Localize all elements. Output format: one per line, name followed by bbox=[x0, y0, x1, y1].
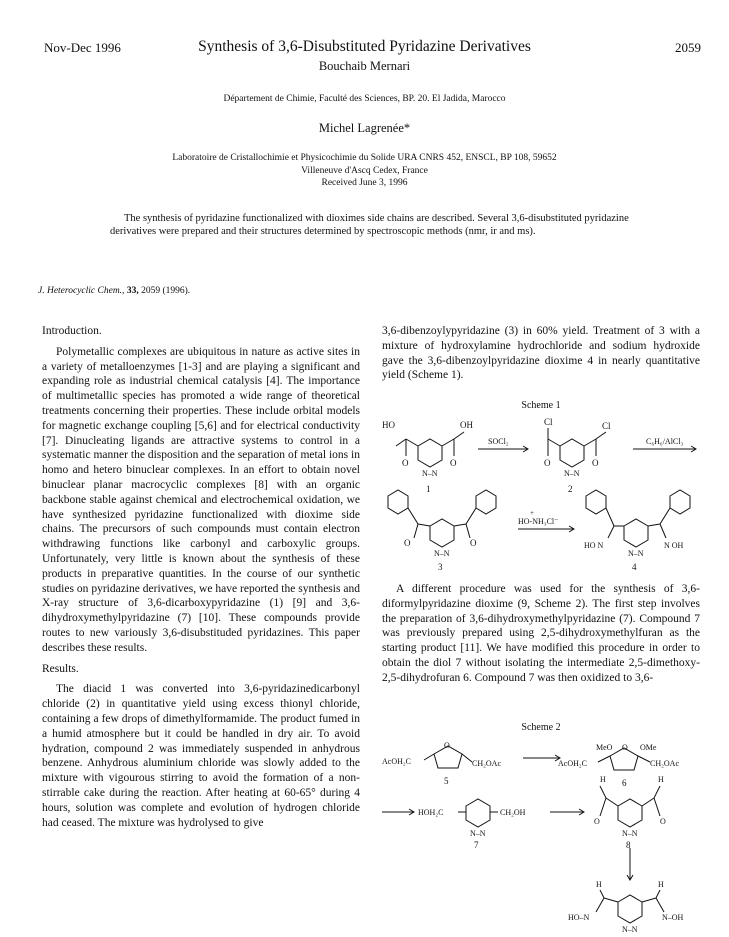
received-date: Received June 3, 1996 bbox=[321, 178, 408, 188]
right-paragraph-2: A different procedure was used for the synthesis of 3,6-diformylpyridazine dioxime (9, Scheme 2). The first step involves the preparation of 3,6-dihydroxymethylpyridazine (7). Compound 7 was previously prepared using 2,5-dihydroxymethylfuran as the starting product [11]. We have modified this procedure in order to obtain the diol 7 without isolating the intermediate 2,5-dimethoxy-2,5-dihydrofuran 6. Compound 7 was then oxidized to 3,6- bbox=[382, 583, 700, 684]
scheme2-nn-9: N–N bbox=[622, 925, 638, 934]
compound-5-number: 5 bbox=[444, 776, 449, 786]
introduction-paragraph: Polymetallic complexes are ubiquitous in nature as active sites in a variety of metalloenzymes [1-3] and are playing a significant and expanding role as industrial chemical catalysis [4]. The importance of multimetallic species has promoted a wide range of theoretical treatments concerning their properties. These include orbital models for magnetic exchange coupling [5,6] and for electrical conductivity [7]. Dinucleating ligands are attractive systems to control in a systematic manner the disposition and the separation of metal ions in homo and hetero binuclear complexes. In an effort to obtain novel binuclear planar macrocyclic complexes [8] with an organic backbone stable against chemical and electrochemical oxidation, we have synthesized pyridazine functionalized with dioxime side chains. The precursors of such compounds must contain electron withdrawing functions like carbonyl and carboxylic groups. Unfortunately, very little is known about the synthesis of these products in preparative quantities. In the course of our synthetic studies on pyridazine derivatives, we have reported the synthesis and X-ray structure of 3,6-dicarboxypyridazine (1) [9] and 3,6-dihydroxymethylpyridazine (7) [10]. These compounds provide routes to new variously 3,6-disubstituded pyridazines. This paper describes these results. bbox=[42, 345, 360, 654]
scheme1-nn-3: N–N bbox=[434, 549, 450, 558]
scheme1-o-3r: O bbox=[470, 538, 477, 548]
scheme2-ho-n: HO–N bbox=[568, 913, 590, 922]
results-paragraph: The diacid 1 was converted into 3,6-pyridazinedicarbonyl chloride (2) in quantitative yield using excess thionyl chloride, containing a few drops of dimethylformamide. The product fumed in a humid atmosphere but it could be handled in dry air. To avoid hydration, compound 2 was immediately suspended in anhydrous benzene. Anhydrous aluminium chloride was slowly added to the mixture with vigourous stirring to avoid the formation of a non-stirrable cake during the reaction. After heating at 60-65° during 4 hours, solution was complete and evolution of hydrogen chloride had ceased. The mixture was hydrolysed to give bbox=[42, 683, 360, 829]
scheme2-nn-8: N–N bbox=[622, 829, 638, 838]
scheme2-h-9l: H bbox=[596, 880, 602, 889]
scheme1-o-left: O bbox=[402, 458, 409, 468]
scheme2-ome: OMe bbox=[640, 743, 657, 752]
scheme1-nn-4: N–N bbox=[628, 549, 644, 558]
scheme1-o-right: O bbox=[450, 458, 457, 468]
scheme2-o-8l: O bbox=[594, 817, 600, 826]
reagent-socl2: SOCl₂ bbox=[488, 437, 509, 446]
citation-pages: 2059 (1996). bbox=[141, 286, 191, 296]
affiliation-1: Département de Chimie, Faculté des Sciences, BP. 20. El Jadida, Marocco bbox=[223, 94, 506, 104]
scheme2-o-6: O bbox=[622, 743, 628, 752]
right-column-top bbox=[382, 324, 700, 383]
scheme2-nn-7: N–N bbox=[470, 829, 486, 838]
scheme2-ch2oac-5: CH₂OAc bbox=[472, 759, 502, 768]
scheme-1-diagram bbox=[378, 414, 708, 574]
citation-journal: J. Heterocyclic Chem., bbox=[38, 286, 125, 296]
introduction-heading: Introduction. bbox=[42, 325, 102, 337]
reagent-hydroxylamine: HO-NH₃Cl⁻ bbox=[518, 517, 559, 526]
right-paragraph-1: 3,6-dibenzoylypyridazine (3) in 60% yield. Treatment of 3 with a mixture of hydroxylamine hydrochloride and sodium hydroxide gave the 3,6-dibenzoylpyridazine dioxime 4 in nearly quantitative yield (Scheme 1). bbox=[382, 325, 700, 382]
page-number: 2059 bbox=[675, 40, 701, 55]
scheme1-ho: HO bbox=[382, 420, 395, 430]
scheme1-o-3l: O bbox=[404, 538, 411, 548]
scheme2-h-8l: H bbox=[600, 775, 606, 784]
scheme1-cl-left: Cl bbox=[544, 417, 553, 427]
scheme1-cl-right: Cl bbox=[602, 421, 611, 431]
scheme-2-label: Scheme 2 bbox=[521, 722, 561, 733]
scheme2-meo: MeO bbox=[596, 743, 613, 752]
journal-issue: Nov-Dec 1996 bbox=[44, 40, 121, 55]
results-heading: Results. bbox=[42, 662, 79, 675]
scheme1-ho-n: HO N bbox=[584, 541, 604, 550]
author-1: Bouchaib Mernari bbox=[318, 59, 411, 73]
right-column-middle bbox=[382, 582, 700, 686]
reagent-charge: + bbox=[530, 509, 534, 517]
author-2: Michel Lagrenée* bbox=[318, 121, 411, 135]
affiliation-2-line-1: Laboratoire de Cristallochimie et Physicochimie du Solide URA CNRS 452, ENSCL, BP 108, 59652 bbox=[172, 153, 557, 163]
citation bbox=[38, 286, 190, 296]
scheme2-n-oh: N–OH bbox=[662, 913, 684, 922]
compound-4-number: 4 bbox=[632, 562, 637, 572]
citation-volume: 33, bbox=[126, 286, 139, 296]
scheme2-ch2oh: CH₂OH bbox=[500, 808, 526, 817]
affiliation-2 bbox=[0, 152, 729, 190]
scheme1-nn-1: N–N bbox=[422, 469, 438, 478]
scheme1-o-2l: O bbox=[544, 458, 551, 468]
compound-8-number: 8 bbox=[626, 840, 631, 850]
scheme2-hoh2c: HOH₂C bbox=[418, 808, 444, 817]
scheme-2-diagram bbox=[378, 736, 708, 936]
affiliation-2-line-2: Villeneuve d'Ascq Cedex, France bbox=[301, 165, 428, 176]
scheme1-oh: OH bbox=[460, 420, 473, 430]
reagent-benzene: C₆H₆/AlCl₃ bbox=[646, 437, 684, 446]
left-column bbox=[42, 324, 360, 830]
scheme2-acoh2c-6: AcOH₂C bbox=[558, 759, 588, 768]
scheme1-n-oh: N OH bbox=[664, 541, 684, 550]
scheme2-h-9r: H bbox=[658, 880, 664, 889]
compound-3-number: 3 bbox=[438, 562, 443, 572]
scheme2-acoh2c-5: AcOH₂C bbox=[382, 757, 412, 766]
scheme1-o-2r: O bbox=[592, 458, 599, 468]
compound-2-number: 2 bbox=[568, 484, 573, 494]
scheme2-ch2oac-6: CH₂OAc bbox=[650, 759, 680, 768]
scheme2-o-8r: O bbox=[660, 817, 666, 826]
abstract: The synthesis of pyridazine functionalized with dioximes side chains are described. Several 3,6-disubstituted pyridazine derivatives were prepared and their structures determined by spectroscopic methods (nmr, ir and ms). bbox=[110, 213, 629, 237]
paper-title: Synthesis of 3,6-Disubstituted Pyridazine Derivatives bbox=[198, 38, 531, 55]
scheme1-nn-2: N–N bbox=[564, 469, 580, 478]
scheme-1-label: Scheme 1 bbox=[521, 400, 561, 411]
compound-1-number: 1 bbox=[426, 484, 431, 494]
compound-6-number: 6 bbox=[622, 778, 627, 788]
scheme2-h-8r: H bbox=[658, 775, 664, 784]
compound-7-number: 7 bbox=[474, 840, 479, 850]
scheme2-o-5: O bbox=[444, 741, 450, 750]
